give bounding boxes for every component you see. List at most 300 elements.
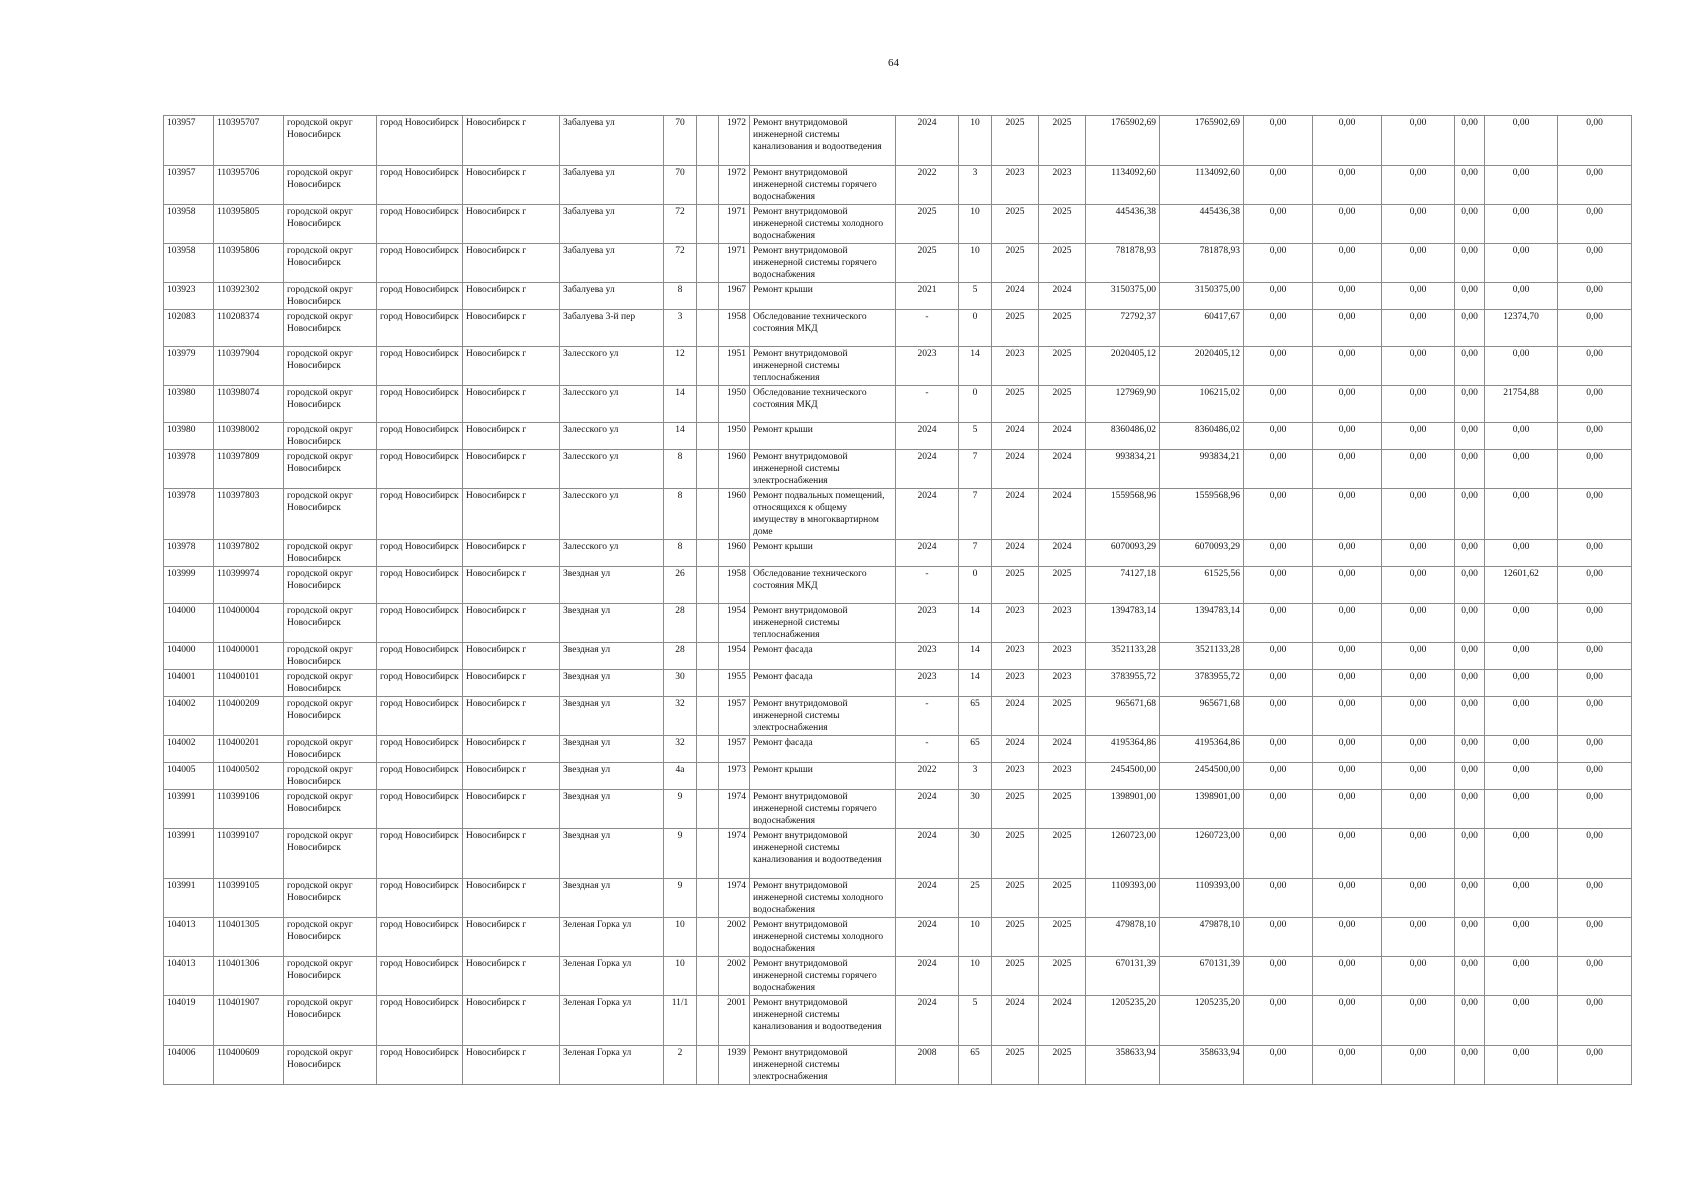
- cell-owner-funds: 0,00: [1485, 166, 1558, 205]
- cell-settlement: город Новосибирск: [377, 116, 463, 166]
- cell-work-type: Ремонт внутридомовой инженерной системы теплоснабжения: [750, 604, 896, 643]
- cell-municipal-district: городской округ Новосибирск: [284, 347, 377, 386]
- cell-regional-funds: 0,00: [1313, 790, 1382, 829]
- cell-work-id: 110400209: [214, 697, 284, 736]
- table-row: [164, 643, 1632, 670]
- cell-municipal-funds: 0,00: [1382, 736, 1455, 763]
- cell-city: Новосибирск г: [463, 996, 560, 1046]
- cell-plan-end-year: 2025: [1039, 347, 1086, 386]
- cell-wear-percent: 0: [959, 310, 992, 347]
- cell-building: [697, 244, 719, 283]
- cell-settlement: город Новосибирск: [377, 450, 463, 489]
- cell-last-repair-year: 2024: [896, 829, 959, 879]
- table-row: [164, 879, 1632, 918]
- table-row: [164, 450, 1632, 489]
- cell-settlement: город Новосибирск: [377, 918, 463, 957]
- cell-house-number: 2: [664, 1046, 697, 1085]
- cell-municipal-district: городской округ Новосибирск: [284, 697, 377, 736]
- cell-work-type: Ремонт внутридомовой инженерной системы электроснабжения: [750, 697, 896, 736]
- cell-plan-start-year: 2024: [992, 540, 1039, 567]
- cell-total-cost: 1398901,00: [1086, 790, 1160, 829]
- cell-settlement: город Новосибирск: [377, 996, 463, 1046]
- cell-municipal-funds: 0,00: [1382, 879, 1455, 918]
- cell-plan-start-year: 2024: [992, 283, 1039, 310]
- cell-fund-cost: 106215,02: [1160, 386, 1244, 423]
- cell-other-funds: 0,00: [1455, 957, 1485, 996]
- cell-work-type: Ремонт внутридомовой инженерной системы холодного водоснабжения: [750, 918, 896, 957]
- cell-settlement: город Новосибирск: [377, 1046, 463, 1085]
- cell-house-number: 70: [664, 166, 697, 205]
- cell-record-id: 104000: [164, 604, 214, 643]
- cell-total-cost: 3521133,28: [1086, 643, 1160, 670]
- cell-federal-funds: 0,00: [1244, 957, 1313, 996]
- cell-municipal-funds: 0,00: [1382, 763, 1455, 790]
- table-row: [164, 347, 1632, 386]
- cell-work-type: Ремонт крыши: [750, 423, 896, 450]
- cell-regional-funds: 0,00: [1313, 697, 1382, 736]
- cell-municipal-district: городской округ Новосибирск: [284, 1046, 377, 1085]
- cell-building: [697, 450, 719, 489]
- cell-owner-funds: 0,00: [1485, 423, 1558, 450]
- cell-street: Звездная ул: [560, 736, 664, 763]
- cell-city: Новосибирск г: [463, 829, 560, 879]
- table-row: [164, 790, 1632, 829]
- cell-plan-end-year: 2023: [1039, 763, 1086, 790]
- cell-wear-percent: 0: [959, 386, 992, 423]
- cell-regional-funds: 0,00: [1313, 829, 1382, 879]
- cell-work-id: 110208374: [214, 310, 284, 347]
- cell-extra-funds: 0,00: [1558, 450, 1632, 489]
- cell-municipal-district: городской округ Новосибирск: [284, 996, 377, 1046]
- cell-wear-percent: 65: [959, 1046, 992, 1085]
- cell-street: Звездная ул: [560, 604, 664, 643]
- cell-other-funds: 0,00: [1455, 763, 1485, 790]
- cell-city: Новосибирск г: [463, 116, 560, 166]
- cell-federal-funds: 0,00: [1244, 879, 1313, 918]
- cell-house-number: 32: [664, 736, 697, 763]
- cell-street: Залесского ул: [560, 347, 664, 386]
- cell-other-funds: 0,00: [1455, 205, 1485, 244]
- cell-extra-funds: 0,00: [1558, 918, 1632, 957]
- cell-building: [697, 918, 719, 957]
- table-row: [164, 957, 1632, 996]
- cell-extra-funds: 0,00: [1558, 386, 1632, 423]
- cell-plan-end-year: 2024: [1039, 996, 1086, 1046]
- table-row: [164, 697, 1632, 736]
- cell-house-number: 72: [664, 205, 697, 244]
- cell-fund-cost: 1765902,69: [1160, 116, 1244, 166]
- cell-last-repair-year: 2024: [896, 450, 959, 489]
- cell-city: Новосибирск г: [463, 643, 560, 670]
- cell-building: [697, 423, 719, 450]
- cell-owner-funds: 0,00: [1485, 918, 1558, 957]
- cell-work-type: Ремонт крыши: [750, 540, 896, 567]
- cell-owner-funds: 0,00: [1485, 244, 1558, 283]
- cell-other-funds: 0,00: [1455, 423, 1485, 450]
- cell-year-built: 2002: [719, 918, 750, 957]
- cell-plan-end-year: 2023: [1039, 670, 1086, 697]
- table-row: [164, 540, 1632, 567]
- cell-city: Новосибирск г: [463, 386, 560, 423]
- cell-owner-funds: 0,00: [1485, 1046, 1558, 1085]
- cell-regional-funds: 0,00: [1313, 244, 1382, 283]
- cell-plan-end-year: 2024: [1039, 736, 1086, 763]
- cell-regional-funds: 0,00: [1313, 604, 1382, 643]
- cell-total-cost: 74127,18: [1086, 567, 1160, 604]
- cell-building: [697, 763, 719, 790]
- cell-extra-funds: 0,00: [1558, 244, 1632, 283]
- cell-total-cost: 2454500,00: [1086, 763, 1160, 790]
- cell-municipal-funds: 0,00: [1382, 166, 1455, 205]
- cell-plan-start-year: 2024: [992, 697, 1039, 736]
- cell-city: Новосибирск г: [463, 244, 560, 283]
- cell-work-id: 110400004: [214, 604, 284, 643]
- cell-street: Зеленая Горка ул: [560, 957, 664, 996]
- cell-year-built: 1971: [719, 244, 750, 283]
- cell-plan-end-year: 2024: [1039, 489, 1086, 540]
- cell-fund-cost: 3521133,28: [1160, 643, 1244, 670]
- cell-other-funds: 0,00: [1455, 697, 1485, 736]
- cell-house-number: 70: [664, 116, 697, 166]
- cell-work-type: Ремонт внутридомовой инженерной системы горячего водоснабжения: [750, 166, 896, 205]
- cell-house-number: 8: [664, 489, 697, 540]
- cell-municipal-funds: 0,00: [1382, 957, 1455, 996]
- cell-municipal-funds: 0,00: [1382, 540, 1455, 567]
- cell-owner-funds: 0,00: [1485, 996, 1558, 1046]
- cell-regional-funds: 0,00: [1313, 423, 1382, 450]
- cell-plan-end-year: 2025: [1039, 697, 1086, 736]
- cell-work-id: 110400502: [214, 763, 284, 790]
- cell-extra-funds: 0,00: [1558, 643, 1632, 670]
- cell-federal-funds: 0,00: [1244, 116, 1313, 166]
- cell-record-id: 103999: [164, 567, 214, 604]
- cell-last-repair-year: -: [896, 567, 959, 604]
- cell-last-repair-year: 2024: [896, 957, 959, 996]
- cell-city: Новосибирск г: [463, 1046, 560, 1085]
- cell-plan-end-year: 2023: [1039, 643, 1086, 670]
- cell-year-built: 1971: [719, 205, 750, 244]
- cell-plan-end-year: 2025: [1039, 386, 1086, 423]
- cell-regional-funds: 0,00: [1313, 670, 1382, 697]
- cell-work-id: 110400201: [214, 736, 284, 763]
- cell-extra-funds: 0,00: [1558, 1046, 1632, 1085]
- cell-other-funds: 0,00: [1455, 283, 1485, 310]
- cell-plan-end-year: 2025: [1039, 205, 1086, 244]
- cell-regional-funds: 0,00: [1313, 310, 1382, 347]
- cell-settlement: город Новосибирск: [377, 736, 463, 763]
- cell-street: Зеленая Горка ул: [560, 996, 664, 1046]
- cell-work-id: 110400001: [214, 643, 284, 670]
- cell-wear-percent: 14: [959, 643, 992, 670]
- cell-municipal-funds: 0,00: [1382, 643, 1455, 670]
- cell-wear-percent: 14: [959, 604, 992, 643]
- cell-fund-cost: 60417,67: [1160, 310, 1244, 347]
- cell-regional-funds: 0,00: [1313, 918, 1382, 957]
- cell-other-funds: 0,00: [1455, 670, 1485, 697]
- cell-owner-funds: 0,00: [1485, 604, 1558, 643]
- cell-total-cost: 72792,37: [1086, 310, 1160, 347]
- cell-municipal-district: городской округ Новосибирск: [284, 310, 377, 347]
- cell-municipal-funds: 0,00: [1382, 205, 1455, 244]
- cell-total-cost: 1205235,20: [1086, 996, 1160, 1046]
- cell-work-type: Ремонт фасада: [750, 670, 896, 697]
- cell-work-id: 110395806: [214, 244, 284, 283]
- cell-settlement: город Новосибирск: [377, 829, 463, 879]
- cell-settlement: город Новосибирск: [377, 540, 463, 567]
- cell-street: Звездная ул: [560, 643, 664, 670]
- cell-wear-percent: 30: [959, 829, 992, 879]
- cell-work-id: 110397904: [214, 347, 284, 386]
- table-row: [164, 489, 1632, 540]
- cell-record-id: 104013: [164, 957, 214, 996]
- cell-year-built: 1954: [719, 643, 750, 670]
- cell-total-cost: 1134092,60: [1086, 166, 1160, 205]
- cell-other-funds: 0,00: [1455, 643, 1485, 670]
- cell-total-cost: 993834,21: [1086, 450, 1160, 489]
- cell-municipal-district: городской округ Новосибирск: [284, 116, 377, 166]
- cell-work-type: Ремонт крыши: [750, 763, 896, 790]
- cell-record-id: 103958: [164, 244, 214, 283]
- cell-building: [697, 283, 719, 310]
- cell-settlement: город Новосибирск: [377, 567, 463, 604]
- cell-federal-funds: 0,00: [1244, 423, 1313, 450]
- cell-work-id: 110400101: [214, 670, 284, 697]
- cell-city: Новосибирск г: [463, 423, 560, 450]
- cell-street: Залесского ул: [560, 489, 664, 540]
- cell-settlement: город Новосибирск: [377, 604, 463, 643]
- cell-work-id: 110398074: [214, 386, 284, 423]
- cell-last-repair-year: 2022: [896, 763, 959, 790]
- cell-municipal-funds: 0,00: [1382, 423, 1455, 450]
- cell-plan-start-year: 2024: [992, 996, 1039, 1046]
- cell-wear-percent: 7: [959, 489, 992, 540]
- cell-owner-funds: 0,00: [1485, 736, 1558, 763]
- cell-fund-cost: 4195364,86: [1160, 736, 1244, 763]
- cell-municipal-funds: 0,00: [1382, 567, 1455, 604]
- cell-wear-percent: 7: [959, 450, 992, 489]
- cell-year-built: 1958: [719, 567, 750, 604]
- cell-year-built: 1972: [719, 116, 750, 166]
- cell-settlement: город Новосибирск: [377, 957, 463, 996]
- cell-total-cost: 3783955,72: [1086, 670, 1160, 697]
- cell-regional-funds: 0,00: [1313, 450, 1382, 489]
- cell-federal-funds: 0,00: [1244, 244, 1313, 283]
- cell-street: Звездная ул: [560, 829, 664, 879]
- cell-city: Новосибирск г: [463, 697, 560, 736]
- cell-plan-start-year: 2025: [992, 829, 1039, 879]
- cell-street: Зеленая Горка ул: [560, 1046, 664, 1085]
- cell-other-funds: 0,00: [1455, 996, 1485, 1046]
- cell-building: [697, 310, 719, 347]
- cell-last-repair-year: 2023: [896, 670, 959, 697]
- cell-municipal-district: городской округ Новосибирск: [284, 918, 377, 957]
- cell-building: [697, 166, 719, 205]
- cell-plan-start-year: 2025: [992, 1046, 1039, 1085]
- cell-fund-cost: 61525,56: [1160, 567, 1244, 604]
- cell-extra-funds: 0,00: [1558, 829, 1632, 879]
- cell-plan-end-year: 2024: [1039, 423, 1086, 450]
- cell-owner-funds: 0,00: [1485, 283, 1558, 310]
- cell-municipal-funds: 0,00: [1382, 697, 1455, 736]
- cell-municipal-funds: 0,00: [1382, 386, 1455, 423]
- cell-street: Залесского ул: [560, 450, 664, 489]
- cell-extra-funds: 0,00: [1558, 205, 1632, 244]
- cell-last-repair-year: -: [896, 386, 959, 423]
- cell-plan-start-year: 2025: [992, 116, 1039, 166]
- cell-year-built: 2001: [719, 996, 750, 1046]
- table-row: [164, 918, 1632, 957]
- cell-total-cost: 781878,93: [1086, 244, 1160, 283]
- cell-plan-start-year: 2024: [992, 423, 1039, 450]
- cell-city: Новосибирск г: [463, 166, 560, 205]
- cell-city: Новосибирск г: [463, 567, 560, 604]
- cell-federal-funds: 0,00: [1244, 643, 1313, 670]
- cell-building: [697, 205, 719, 244]
- cell-wear-percent: 5: [959, 283, 992, 310]
- cell-owner-funds: 0,00: [1485, 347, 1558, 386]
- cell-year-built: 1967: [719, 283, 750, 310]
- cell-extra-funds: 0,00: [1558, 604, 1632, 643]
- cell-year-built: 1950: [719, 386, 750, 423]
- cell-house-number: 11/1: [664, 996, 697, 1046]
- cell-building: [697, 604, 719, 643]
- cell-fund-cost: 445436,38: [1160, 205, 1244, 244]
- cell-wear-percent: 10: [959, 205, 992, 244]
- cell-building: [697, 116, 719, 166]
- cell-year-built: 1957: [719, 697, 750, 736]
- cell-municipal-district: городской округ Новосибирск: [284, 736, 377, 763]
- cell-total-cost: 8360486,02: [1086, 423, 1160, 450]
- cell-year-built: 1960: [719, 540, 750, 567]
- cell-street: Забалуева ул: [560, 205, 664, 244]
- cell-other-funds: 0,00: [1455, 879, 1485, 918]
- cell-work-type: Ремонт внутридомовой инженерной системы канализования и водоотведения: [750, 116, 896, 166]
- cell-work-type: Ремонт внутридомовой инженерной системы горячего водоснабжения: [750, 244, 896, 283]
- cell-fund-cost: 1398901,00: [1160, 790, 1244, 829]
- repair-register-table: [163, 115, 1632, 1085]
- cell-work-type: Ремонт внутридомовой инженерной системы холодного водоснабжения: [750, 879, 896, 918]
- cell-building: [697, 996, 719, 1046]
- cell-last-repair-year: 2022: [896, 166, 959, 205]
- cell-municipal-district: городской округ Новосибирск: [284, 643, 377, 670]
- cell-settlement: город Новосибирск: [377, 244, 463, 283]
- cell-settlement: город Новосибирск: [377, 423, 463, 450]
- cell-house-number: 8: [664, 450, 697, 489]
- cell-regional-funds: 0,00: [1313, 736, 1382, 763]
- cell-total-cost: 1109393,00: [1086, 879, 1160, 918]
- cell-wear-percent: 30: [959, 790, 992, 829]
- cell-total-cost: 1394783,14: [1086, 604, 1160, 643]
- cell-plan-start-year: 2025: [992, 879, 1039, 918]
- cell-plan-start-year: 2025: [992, 567, 1039, 604]
- cell-street: Забалуева ул: [560, 283, 664, 310]
- table-row: [164, 310, 1632, 347]
- cell-municipal-district: городской округ Новосибирск: [284, 423, 377, 450]
- cell-fund-cost: 781878,93: [1160, 244, 1244, 283]
- cell-last-repair-year: 2008: [896, 1046, 959, 1085]
- cell-federal-funds: 0,00: [1244, 347, 1313, 386]
- cell-last-repair-year: 2024: [896, 996, 959, 1046]
- cell-street: Забалуева 3-й пер: [560, 310, 664, 347]
- cell-city: Новосибирск г: [463, 347, 560, 386]
- cell-settlement: город Новосибирск: [377, 790, 463, 829]
- cell-city: Новосибирск г: [463, 450, 560, 489]
- table-row: [164, 996, 1632, 1046]
- cell-federal-funds: 0,00: [1244, 996, 1313, 1046]
- cell-street: Звездная ул: [560, 879, 664, 918]
- cell-extra-funds: 0,00: [1558, 166, 1632, 205]
- cell-regional-funds: 0,00: [1313, 116, 1382, 166]
- cell-owner-funds: 0,00: [1485, 670, 1558, 697]
- cell-other-funds: 0,00: [1455, 347, 1485, 386]
- cell-wear-percent: 14: [959, 670, 992, 697]
- cell-building: [697, 386, 719, 423]
- cell-work-id: 110395805: [214, 205, 284, 244]
- table-row: [164, 829, 1632, 879]
- cell-settlement: город Новосибирск: [377, 697, 463, 736]
- cell-city: Новосибирск г: [463, 205, 560, 244]
- cell-wear-percent: 5: [959, 423, 992, 450]
- cell-wear-percent: 7: [959, 540, 992, 567]
- cell-fund-cost: 1205235,20: [1160, 996, 1244, 1046]
- cell-last-repair-year: 2023: [896, 347, 959, 386]
- cell-plan-end-year: 2023: [1039, 604, 1086, 643]
- cell-fund-cost: 1260723,00: [1160, 829, 1244, 879]
- cell-building: [697, 643, 719, 670]
- cell-municipal-funds: 0,00: [1382, 450, 1455, 489]
- cell-municipal-district: городской округ Новосибирск: [284, 450, 377, 489]
- cell-record-id: 103979: [164, 347, 214, 386]
- cell-record-id: 104002: [164, 736, 214, 763]
- cell-settlement: город Новосибирск: [377, 670, 463, 697]
- cell-plan-start-year: 2025: [992, 918, 1039, 957]
- cell-wear-percent: 3: [959, 166, 992, 205]
- cell-plan-start-year: 2025: [992, 790, 1039, 829]
- cell-plan-end-year: 2025: [1039, 790, 1086, 829]
- cell-work-id: 110401305: [214, 918, 284, 957]
- cell-federal-funds: 0,00: [1244, 763, 1313, 790]
- cell-extra-funds: 0,00: [1558, 540, 1632, 567]
- cell-total-cost: 2020405,12: [1086, 347, 1160, 386]
- cell-municipal-district: городской округ Новосибирск: [284, 763, 377, 790]
- cell-work-type: Ремонт внутридомовой инженерной системы канализования и водоотведения: [750, 996, 896, 1046]
- cell-plan-start-year: 2023: [992, 643, 1039, 670]
- cell-plan-start-year: 2025: [992, 386, 1039, 423]
- cell-record-id: 104019: [164, 996, 214, 1046]
- cell-city: Новосибирск г: [463, 604, 560, 643]
- cell-street: Залесского ул: [560, 423, 664, 450]
- cell-city: Новосибирск г: [463, 879, 560, 918]
- cell-work-id: 110392302: [214, 283, 284, 310]
- cell-work-id: 110397802: [214, 540, 284, 567]
- cell-other-funds: 0,00: [1455, 1046, 1485, 1085]
- cell-municipal-district: городской округ Новосибирск: [284, 166, 377, 205]
- cell-total-cost: 1260723,00: [1086, 829, 1160, 879]
- cell-wear-percent: 3: [959, 763, 992, 790]
- cell-owner-funds: 0,00: [1485, 763, 1558, 790]
- cell-municipal-funds: 0,00: [1382, 670, 1455, 697]
- cell-municipal-district: городской округ Новосибирск: [284, 386, 377, 423]
- cell-municipal-funds: 0,00: [1382, 310, 1455, 347]
- cell-owner-funds: 12374,70: [1485, 310, 1558, 347]
- cell-house-number: 10: [664, 957, 697, 996]
- cell-house-number: 9: [664, 829, 697, 879]
- cell-building: [697, 540, 719, 567]
- cell-year-built: 1960: [719, 489, 750, 540]
- cell-house-number: 14: [664, 423, 697, 450]
- cell-work-type: Обследование технического состояния МКД: [750, 310, 896, 347]
- cell-extra-funds: 0,00: [1558, 736, 1632, 763]
